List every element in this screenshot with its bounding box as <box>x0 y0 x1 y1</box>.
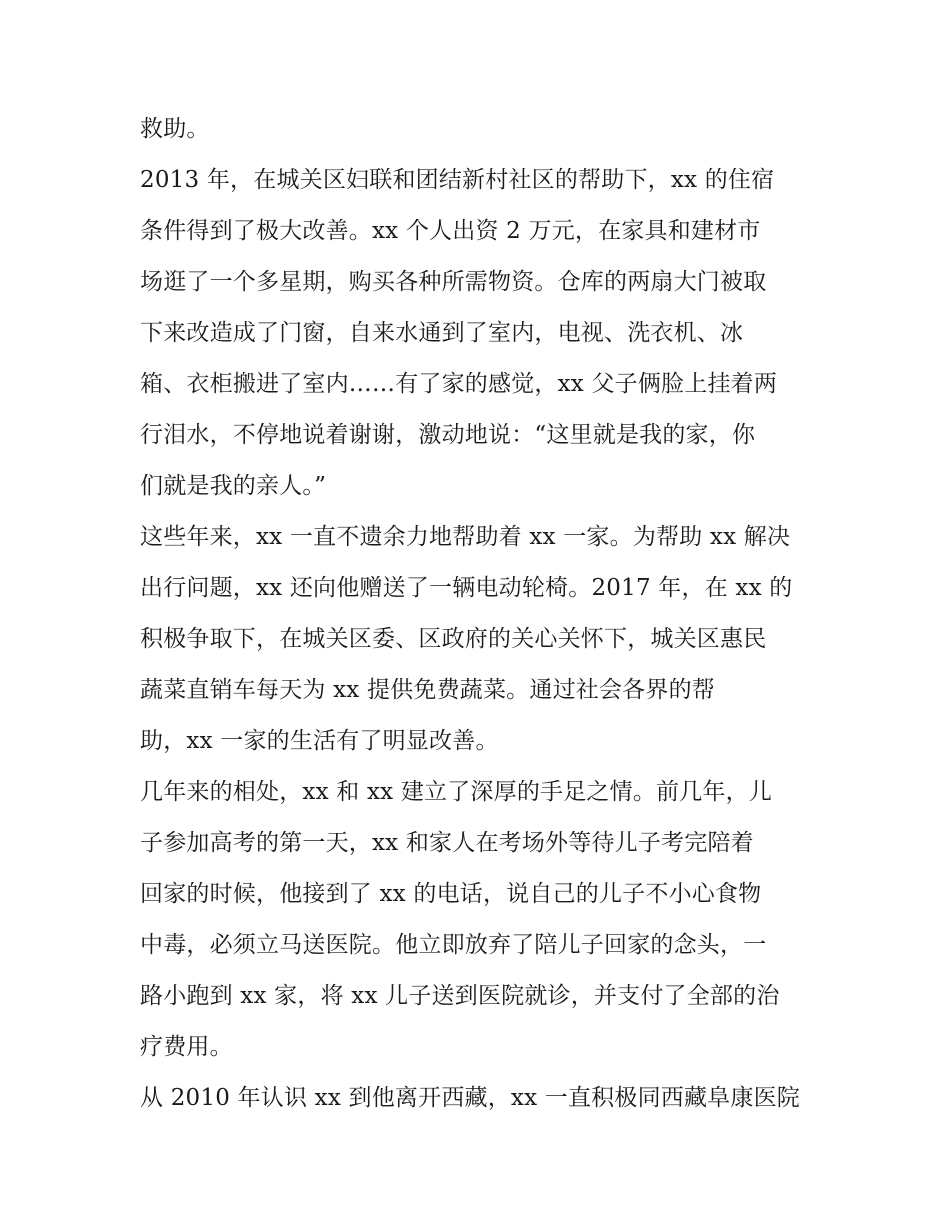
text-line: 下来改造成了门窗，自来水通到了室内，电视、洗衣机、冰 <box>140 320 744 346</box>
text-line: 回家的时候，他接到了 xx 的电话，说自己的儿子不小心食物 <box>140 881 762 907</box>
text-line: 几年来的相处，xx 和 xx 建立了深厚的手足之情。前几年，儿 <box>140 779 773 805</box>
text-line: 子参加高考的第一天，xx 和家人在考场外等待儿子考完陪着 <box>140 830 754 856</box>
text-line: 救助。 <box>140 116 210 142</box>
text-line: 路小跑到 xx 家，将 xx 儿子送到医院就诊，并支付了全部的治 <box>140 983 780 1009</box>
text-line: 行泪水，不停地说着谢谢，激动地说：“这里就是我的家，你 <box>140 422 756 448</box>
text-line: 2013 年，在城关区妇联和团结新村社区的帮助下，xx 的住宿 <box>140 167 775 193</box>
text-line: 助，xx 一家的生活有了明显改善。 <box>140 728 499 754</box>
text-line: 箱、衣柜搬进了室内……有了家的感觉，xx 父子俩脸上挂着两 <box>140 371 778 397</box>
text-line: 们就是我的亲人。” <box>140 473 327 499</box>
text-line: 积极争取下，在城关区委、区政府的关心关怀下，城关区惠民 <box>140 626 767 652</box>
text-line: 场逛了一个多星期，购买各种所需物资。仓库的两扇大门被取 <box>140 269 767 295</box>
text-line: 中毒，必须立马送医院。他立即放弃了陪儿子回家的念头，一 <box>140 932 767 958</box>
text-line: 疗费用。 <box>140 1034 233 1060</box>
text-line: 从 2010 年认识 xx 到他离开西藏，xx 一直积极同西藏阜康医院 <box>140 1085 800 1111</box>
text-line: 蔬菜直销车每天为 xx 提供免费蔬菜。通过社会各界的帮 <box>140 677 715 703</box>
text-line: 出行问题，xx 还向他赠送了一辆电动轮椅。2017 年，在 xx 的 <box>140 575 793 601</box>
text-line: 这些年来，xx 一直不遗余力地帮助着 xx 一家。为帮助 xx 解决 <box>140 524 791 550</box>
text-line: 条件得到了极大改善。xx 个人出资 2 万元，在家具和建材市 <box>140 218 761 244</box>
body-text <box>140 104 820 1124</box>
